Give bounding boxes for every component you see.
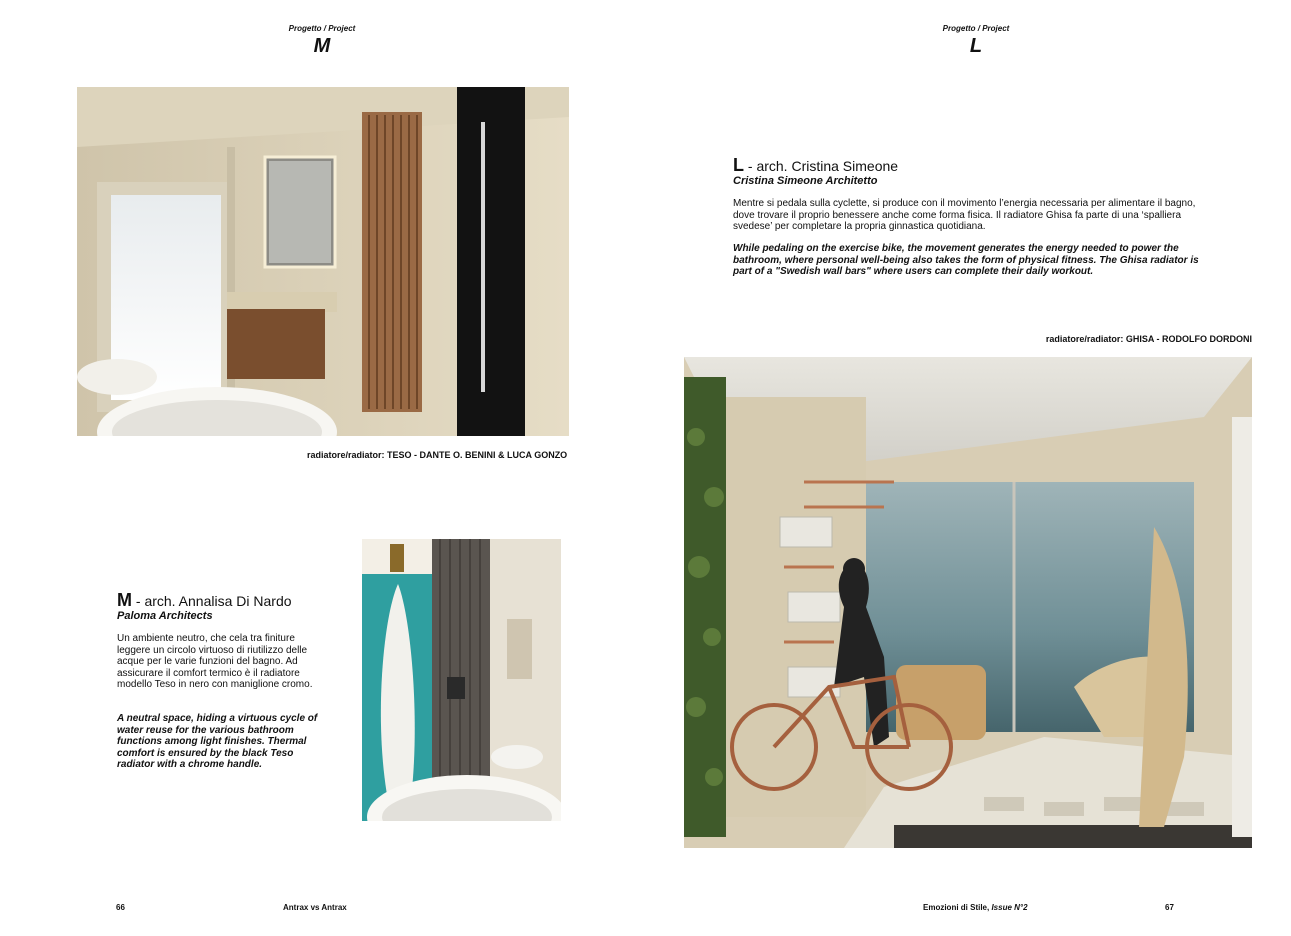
description-en-m: A neutral space, hiding a virtuous cycle of water reuse for the various bathroom functions among light finishes. Thermal comfort is ensured by the black Teso radiator with a chrome handle. <box>117 713 318 770</box>
studio-name-l: Cristina Simeone Architetto <box>733 175 878 187</box>
project-label-left: Progetto / Project <box>288 24 356 33</box>
architect-heading-m <box>117 590 292 611</box>
bathroom-photo-teso <box>77 87 569 436</box>
architect-heading-l <box>733 155 898 176</box>
description-it-m: Un ambiente neutro, che cela tra finiture leggere un circolo virtuoso di riutilizzo delle acque per le varie funzioni del bagno. Ad assicurare il comfort termico è il radiatore modello Teso in nero con maniglione cromo. <box>117 633 313 690</box>
project-letter-right: L <box>969 35 983 57</box>
page-number-left: 66 <box>116 903 125 912</box>
architect-letter: L <box>733 155 744 175</box>
project-label-right: Progetto / Project <box>942 24 1010 33</box>
project-letter-left: M <box>313 35 331 57</box>
studio-name-m: Paloma Architects <box>117 610 213 622</box>
architect-name: - arch. Annalisa Di Nardo <box>132 593 292 609</box>
footer-title-left: Antrax vs Antrax <box>283 903 347 912</box>
description-it-l: Mentre si pedala sulla cyclette, si produce con il movimento l’energia necessaria per alimentare il bagno, dove trovare il proprio benessere anche come forma fisica. Il radiatore Ghisa fa parte di una ‘spalliera svedese’ per completare la propria ginnastica quotidiana. <box>733 198 1196 232</box>
footer-title-right <box>923 903 1028 912</box>
description-en-l: While pedaling on the exercise bike, the movement generates the energy needed to power the bathroom, where personal well-being also takes the form of physical fitness. The Ghisa radiator is part of a "Swedish wall bars" where users can complete their daily workout. <box>733 243 1199 277</box>
issue-number: Issue N°2 <box>991 903 1028 912</box>
bathroom-photo-ghisa <box>684 357 1252 848</box>
architect-letter: M <box>117 590 132 610</box>
magazine-title: Emozioni di Stile, <box>923 903 992 912</box>
architect-name: - arch. Cristina Simeone <box>744 158 899 174</box>
page-number-right: 67 <box>1165 903 1174 912</box>
photo-caption-teso: radiatore/radiator: TESO - DANTE O. BENINI & LUCA GONZO <box>307 450 568 460</box>
bathroom-photo-whale <box>362 539 561 821</box>
photo-caption-ghisa: radiatore/radiator: GHISA - RODOLFO DORDONI <box>1045 334 1252 344</box>
